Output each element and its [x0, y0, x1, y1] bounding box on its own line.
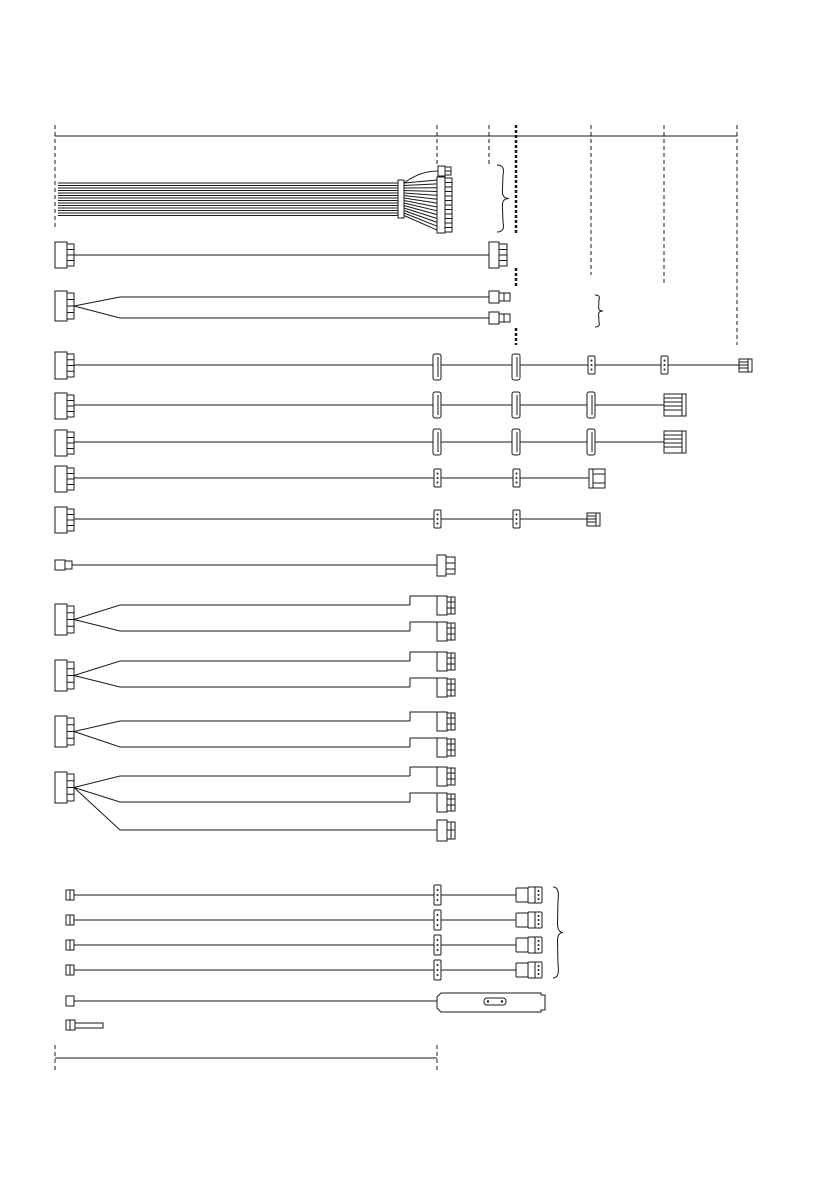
pin-dot	[437, 944, 439, 946]
sata-inline-connector	[512, 392, 520, 418]
pcie-connector	[437, 793, 455, 812]
sata-inline-connector	[587, 429, 595, 455]
connector-housing	[55, 660, 67, 691]
connector-housing	[55, 560, 65, 570]
pin-dot	[516, 477, 518, 479]
psu-side-connector	[55, 352, 74, 379]
connector-housing	[55, 507, 67, 533]
connector-housing	[55, 393, 67, 419]
pcie-connector	[437, 738, 455, 757]
connector-housing	[512, 392, 520, 418]
sata-inline-connector	[433, 354, 441, 380]
pin-dot	[437, 518, 439, 520]
connector-housing	[433, 392, 441, 418]
connector-housing	[437, 596, 447, 615]
molex-inline-connector	[513, 469, 520, 487]
lead-sleeve	[75, 1023, 103, 1028]
connector-housing	[437, 678, 447, 697]
pin-dot	[437, 919, 439, 921]
connector-housing	[512, 354, 520, 380]
connector-housing	[433, 354, 441, 380]
psu-side-connector	[55, 242, 74, 268]
connector-housing	[437, 177, 445, 233]
connector-housing	[437, 738, 447, 757]
sata-inline-connector	[433, 429, 441, 455]
pin-dot	[591, 369, 593, 371]
connector-housing	[664, 394, 686, 416]
connector-housing	[55, 466, 67, 492]
connector-pin-block	[446, 557, 455, 574]
connector-pin-block	[65, 561, 72, 569]
psu-side-connector	[55, 660, 74, 691]
connector-4pin	[438, 166, 451, 176]
pin-dot	[437, 477, 439, 479]
fdd-end-connector	[587, 513, 600, 526]
connector-housing	[516, 913, 528, 927]
connector-housing	[512, 429, 520, 455]
cpu-4pin-connector	[489, 312, 510, 324]
pcie-connector	[437, 622, 455, 641]
pin-dot	[437, 914, 439, 916]
psu-side-connector	[55, 466, 74, 492]
connector-housing	[55, 242, 67, 268]
pin-dot	[437, 514, 439, 516]
connector-housing	[587, 429, 595, 455]
pin-dot	[516, 482, 518, 484]
pin-dot	[591, 364, 593, 366]
connector-housing	[437, 652, 447, 671]
cable-clamp	[398, 180, 404, 218]
connector-housing	[489, 291, 499, 303]
connector-housing	[66, 996, 74, 1006]
bracket-screw	[487, 1000, 489, 1002]
connector-housing	[55, 430, 67, 456]
pin-dot	[437, 889, 439, 891]
pin-dot	[538, 948, 540, 950]
pin-dot	[516, 518, 518, 520]
connector-housing	[437, 555, 446, 576]
connector-housing	[55, 604, 67, 635]
pin-dot	[538, 940, 540, 942]
pin-dot	[437, 974, 439, 976]
connector-housing	[55, 772, 67, 803]
connector-24pin	[437, 177, 452, 233]
sata-end-connector	[664, 431, 686, 453]
pin-dot	[664, 360, 666, 362]
psu-side-connector	[55, 772, 74, 803]
pin-dot	[437, 482, 439, 484]
psu-side-connector	[55, 604, 74, 635]
connector-housing	[489, 242, 499, 268]
pin-dot	[437, 473, 439, 475]
connector-housing	[433, 429, 441, 455]
pin-dot	[664, 364, 666, 366]
pin-dot	[538, 969, 540, 971]
psu-side-connector	[55, 716, 74, 747]
connector-housing	[516, 938, 528, 952]
cpu-4pin-connector	[489, 291, 510, 303]
pin-dot	[538, 973, 540, 975]
pin-dot	[538, 894, 540, 896]
pin-dot	[437, 523, 439, 525]
molex-end-connector	[589, 469, 605, 488]
pin-dot	[538, 915, 540, 917]
psu-side-connector	[55, 393, 74, 419]
pin-dot	[437, 899, 439, 901]
pin-dot	[538, 923, 540, 925]
fan-end-connector	[516, 912, 542, 928]
psu-side-connector	[55, 507, 74, 533]
connector-housing	[437, 712, 447, 731]
molex-inline-connector	[434, 935, 441, 955]
connector-housing	[437, 767, 447, 786]
pcie-connector	[437, 678, 455, 697]
connector-housing	[589, 469, 605, 488]
pin-dot	[538, 898, 540, 900]
pin-dot	[437, 949, 439, 951]
molex-inline-connector	[434, 469, 441, 487]
connector-housing	[438, 166, 445, 176]
connector-housing	[55, 716, 67, 747]
connector-housing	[516, 888, 528, 902]
molex-inline-connector	[513, 510, 520, 528]
connector-housing	[437, 622, 447, 641]
aux-end-connector	[437, 555, 455, 576]
pin-dot	[538, 944, 540, 946]
molex-inline-connector	[434, 910, 441, 930]
pin-dot	[437, 939, 439, 941]
psu-side-connector	[55, 291, 74, 321]
pin-dot	[437, 924, 439, 926]
connector-housing	[587, 392, 595, 418]
pin-dot	[437, 964, 439, 966]
fan-end-connector	[516, 937, 542, 953]
connector-housing	[55, 291, 67, 321]
molex-inline-connector	[434, 885, 441, 905]
connector-housing	[437, 820, 447, 841]
connector-housing	[437, 793, 447, 812]
pin-dot	[516, 473, 518, 475]
pin-dot	[437, 894, 439, 896]
pin-dot	[516, 523, 518, 525]
pin-dot	[538, 965, 540, 967]
bracket-screw	[501, 1000, 503, 1002]
pcie-connector	[437, 712, 455, 731]
molex-inline-connector	[661, 356, 668, 374]
fan-end-connector	[516, 962, 542, 978]
pin-dot	[437, 969, 439, 971]
molex-inline-connector	[434, 510, 441, 528]
pin-dot	[538, 919, 540, 921]
pin-dot	[664, 369, 666, 371]
pin-dot	[538, 890, 540, 892]
pcie-6pin-connector	[437, 820, 455, 841]
connector-housing	[489, 312, 499, 324]
pin-dot	[516, 514, 518, 516]
fdd-end-connector	[739, 359, 752, 372]
sata-inline-connector	[512, 354, 520, 380]
connector-housing	[55, 352, 67, 379]
sata-inline-connector	[433, 392, 441, 418]
psu-side-connector	[55, 430, 74, 456]
sata-inline-connector	[587, 392, 595, 418]
pin-dot	[591, 360, 593, 362]
sata-inline-connector	[512, 429, 520, 455]
pcie-connector	[437, 596, 455, 615]
molex-inline-connector	[434, 960, 441, 980]
connector-housing	[516, 963, 528, 977]
sata-end-connector	[664, 394, 686, 416]
connector-housing	[664, 431, 686, 453]
pcie-connector	[437, 767, 455, 786]
fan-end-connector	[516, 887, 542, 903]
pcie-connector	[437, 652, 455, 671]
molex-inline-connector	[588, 356, 595, 374]
